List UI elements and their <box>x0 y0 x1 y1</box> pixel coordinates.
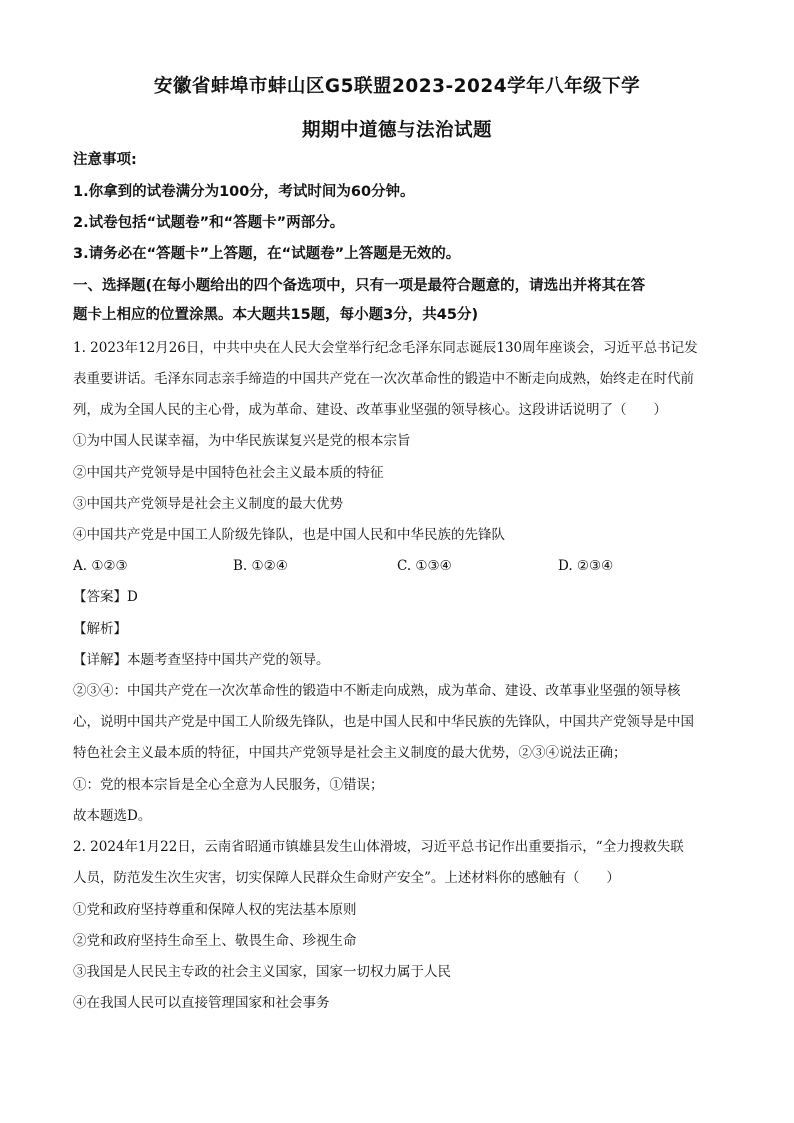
q2-stem-line-1: 2. 2024年1月22日，云南省昭通市镇雄县发生山体滑坡，习近平总书记作出重要指示，“全力搜救失联 <box>73 839 684 855</box>
q1-stem-line-2: 表重要讲话。毛泽东同志亲手缔造的中国共产党在一次次革命性的锻造中不断走向成熟，始终走在时代前 <box>73 371 694 387</box>
q1-option-b: B. ①②④ <box>233 558 288 574</box>
q1-detail-line-6: 故本题选D。 <box>73 808 152 824</box>
q2-stem-line-2: 人员，防范发生次生灾害，切实保障人民群众生命财产安全”。上述材料你的感触有（ ） <box>73 870 620 886</box>
q1-option-a: A. ①②③ <box>73 558 128 574</box>
q1-option-c: C. ①③④ <box>397 558 452 574</box>
q1-detail-line-4: 特色社会主义最本质的特征，中国共产党领导是社会主义制度的最大优势，②③④说法正确； <box>73 745 627 761</box>
q1-detail-line-3: 心，说明中国共产党是中国工人阶级先锋队，也是中国人民和中华民族的先锋队，中国共产党领导是中国 <box>73 714 694 730</box>
q1-stem-line-1: 1. 2023年12月26日，中共中央在人民大会堂举行纪念毛泽东同志诞辰130周年座谈会，习近平总书记发 <box>73 340 698 356</box>
q1-statement-1: ①为中国人民谋幸福，为中华民族谋复兴是党的根本宗旨 <box>73 433 411 449</box>
q2-statement-1: ①党和政府坚持尊重和保障人权的宪法基本原则 <box>73 902 357 918</box>
q1-statement-3: ③中国共产党领导是社会主义制度的最大优势 <box>73 496 343 512</box>
note-item-3: 3.请务必在“答题卡”上答题，在“试题卷”上答题是无效的。 <box>73 246 461 262</box>
q2-statement-2: ②党和政府坚持生命至上、敬畏生命、珍视生命 <box>73 933 357 949</box>
q1-detail-line-1: 【详解】本题考查坚持中国共产党的领导。 <box>73 652 330 668</box>
q1-answer: 【答案】D <box>73 589 138 605</box>
q1-stem-line-3: 列，成为全国人民的主心骨，成为革命、建设、改革事业坚强的领导核心。这段讲话说明了（ ） <box>73 402 667 418</box>
exam-title-line-2: 期期中道德与法治试题 <box>301 120 492 141</box>
q1-option-d: D. ②③④ <box>558 558 614 574</box>
notes-heading: 注意事项: <box>73 152 137 168</box>
section-heading-line-2: 题卡上相应的位置涂黑。本大题共15题，每小题3分，共45分) <box>73 307 479 323</box>
q1-detail-line-5: ①：党的根本宗旨是全心全意为人民服务，①错误； <box>73 777 384 793</box>
q2-statement-4: ④在我国人民可以直接管理国家和社会事务 <box>73 995 330 1011</box>
note-item-2: 2.试卷包括“试题卷”和“答题卡”两部分。 <box>73 215 345 231</box>
q1-analysis-heading: 【解析】 <box>73 621 127 637</box>
q1-statement-4: ④中国共产党是中国工人阶级先锋队，也是中国人民和中华民族的先锋队 <box>73 527 505 543</box>
q1-statement-2: ②中国共产党领导是中国特色社会主义最本质的特征 <box>73 465 384 481</box>
note-item-1: 1.你拿到的试卷满分为100分，考试时间为60分钟。 <box>73 184 415 200</box>
section-heading-line-1: 一、选择题(在每小题给出的四个备选项中，只有一项是最符合题意的，请选出并将其在答 <box>73 278 646 294</box>
q1-detail-line-2: ②③④：中国共产党在一次次革命性的锻造中不断走向成熟，成为革命、建设、改革事业坚强的领导核 <box>73 683 681 699</box>
q2-statement-3: ③我国是人民民主专政的社会主义国家，国家一切权力属于人民 <box>73 964 451 980</box>
exam-title-line-1: 安徽省蚌埠市蚌山区G5联盟2023-2024学年八年级下学 <box>153 76 641 97</box>
